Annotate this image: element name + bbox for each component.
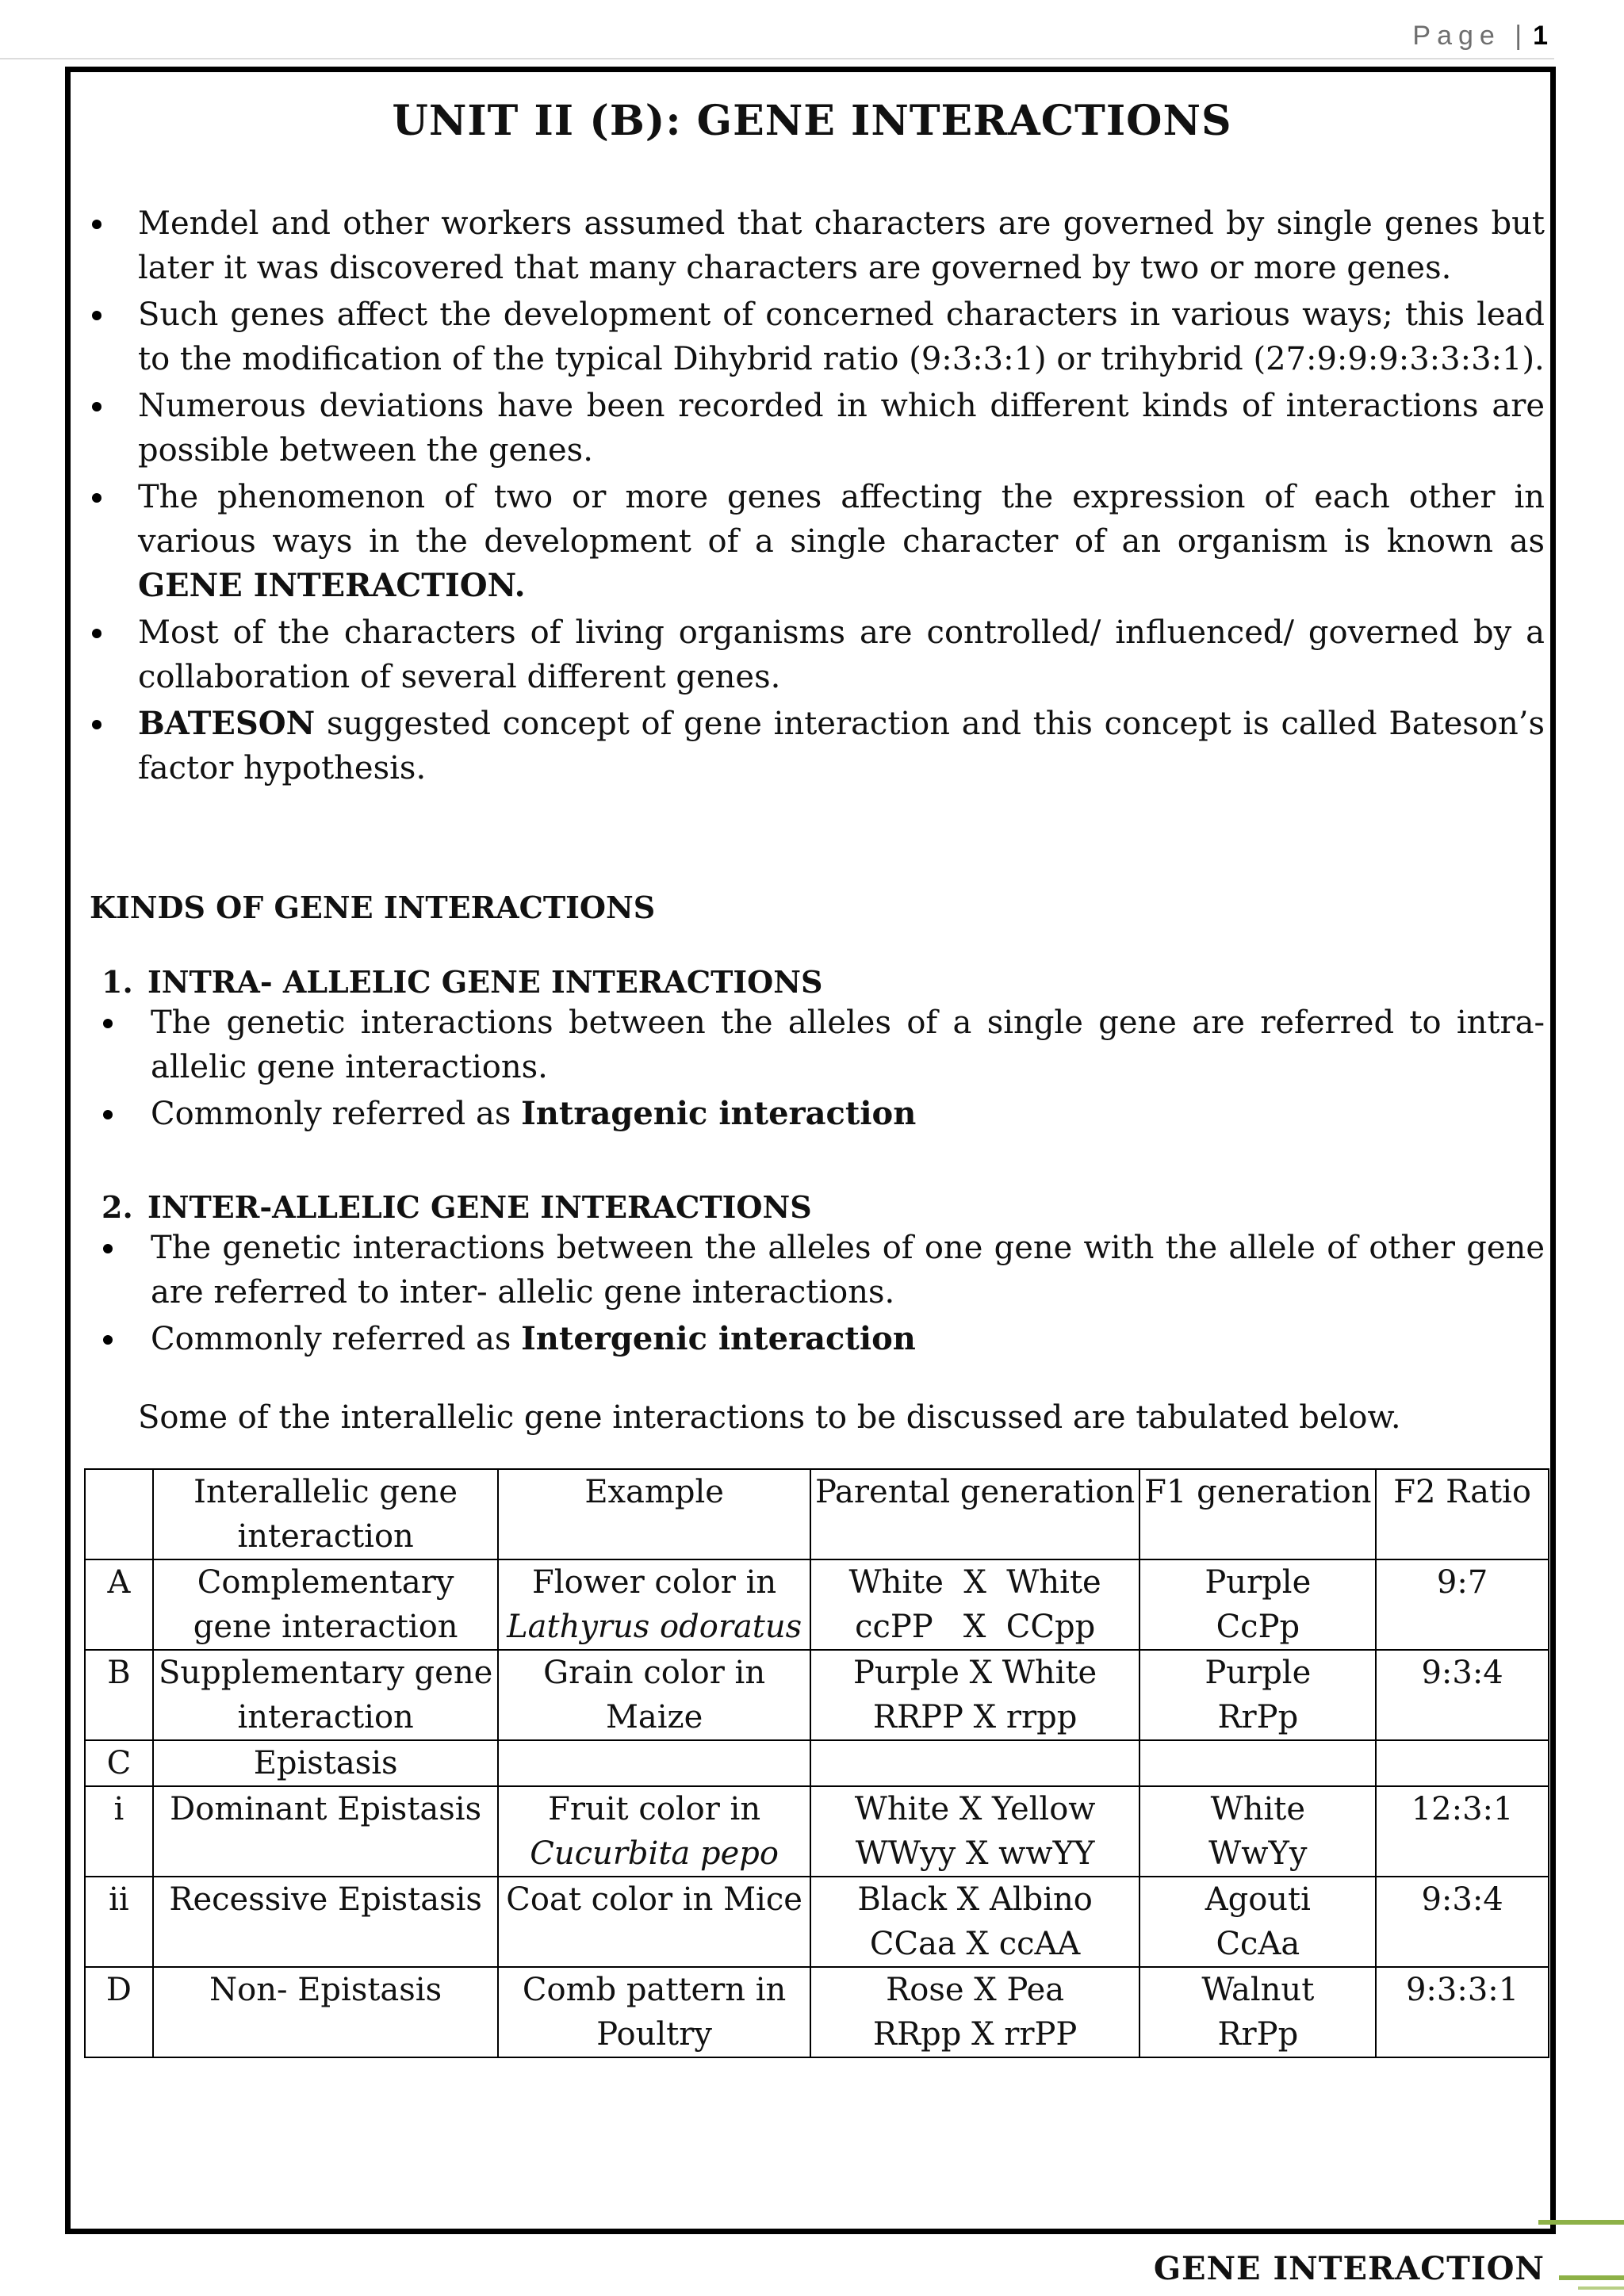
table-header-cell: Example xyxy=(498,1469,810,1559)
table-row xyxy=(85,1559,1549,1650)
table-header-cell: Interallelic gene interaction xyxy=(153,1469,499,1559)
section-1-heading: 1. INTRA- ALLELIC GENE INTERACTIONS xyxy=(102,964,823,1000)
f1-cell: Agouti CcAa xyxy=(1139,1877,1376,1967)
ratio-cell: 9:3:4 xyxy=(1376,1877,1549,1967)
intergenic-term: Intergenic interaction xyxy=(521,1320,916,1357)
parental-cell: Black X Albino CCaa X ccAA xyxy=(810,1877,1140,1967)
example-cell: Comb pattern in Poultry xyxy=(498,1967,810,2057)
ratio-cell xyxy=(1376,1740,1549,1786)
table-header-cell: F1 generation xyxy=(1139,1469,1376,1559)
example-cell: Grain color in Maize xyxy=(498,1650,810,1740)
gene-interaction-table xyxy=(84,1468,1549,2058)
interaction-cell: Non- Epistasis xyxy=(153,1967,499,2057)
section-1-bullet: Commonly referred as Intragenic interaction xyxy=(97,1092,1545,1136)
example-cell: Fruit color in Cucurbita pepo xyxy=(498,1786,810,1877)
bateson-term: BATESON xyxy=(138,705,316,742)
table-row xyxy=(85,1877,1549,1967)
parental-cell xyxy=(810,1740,1140,1786)
section-2-heading: 2. INTER-ALLELIC GENE INTERACTIONS xyxy=(102,1189,812,1225)
row-id: D xyxy=(85,1967,153,2057)
intro-bullet: Numerous deviations have been recorded in which different kinds of interactions are possible between the genes. xyxy=(84,384,1545,473)
section-1-bullet: The genetic interactions between the alleles of a single gene are referred to intra-allelic gene interactions. xyxy=(97,1001,1545,1089)
page-number-header xyxy=(1412,21,1548,52)
ratio-cell: 9:3:4 xyxy=(1376,1650,1549,1740)
interaction-cell: Epistasis xyxy=(153,1740,499,1786)
table-header-cell xyxy=(85,1469,153,1559)
table-row xyxy=(85,1786,1549,1877)
intro-bullet-list xyxy=(84,201,1545,793)
page-number: 1 xyxy=(1533,21,1548,51)
kinds-heading: KINDS OF GENE INTERACTIONS xyxy=(90,890,656,925)
table-header-row xyxy=(85,1469,1549,1559)
ratio-cell: 9:7 xyxy=(1376,1559,1549,1650)
parental-cell: White X White ccPP X CCpp xyxy=(810,1559,1140,1650)
gene-interaction-term: GENE INTERACTION. xyxy=(138,567,526,604)
footer-title: GENE INTERACTION xyxy=(1153,2250,1545,2287)
table-row xyxy=(85,1967,1549,2057)
page-label: Page | xyxy=(1412,21,1529,51)
row-id: A xyxy=(85,1559,153,1650)
row-id: i xyxy=(85,1786,153,1877)
parental-cell: Rose X Pea RRpp X rrPP xyxy=(810,1967,1140,2057)
footer-accent-bar xyxy=(1559,2275,1624,2280)
example-cell: Flower color in Lathyrus odoratus xyxy=(498,1559,810,1650)
interaction-cell: Recessive Epistasis xyxy=(153,1877,499,1967)
intro-bullet: Most of the characters of living organisms are controlled/ influenced/ governed by a collaboration of several different genes. xyxy=(84,610,1545,699)
f1-cell: Walnut RrPp xyxy=(1139,1967,1376,2057)
intro-bullet: Such genes affect the development of concerned characters in various ways; this lead to the modification of the typical Dihybrid ratio (9:3:3:1) or trihybrid (27:9:9:9:3:3:3:1). xyxy=(84,293,1545,381)
table-row xyxy=(85,1650,1549,1740)
row-id: ii xyxy=(85,1877,153,1967)
intro-bullet: BATESON suggested concept of gene interaction and this concept is called Bateson’s factor hypothesis. xyxy=(84,702,1545,790)
section-2-bullet: Commonly referred as Intergenic interaction xyxy=(97,1317,1545,1361)
section-1-bullets xyxy=(97,1001,1545,1138)
intro-bullet: The phenomenon of two or more genes affecting the expression of each other in various ways in the development of a single character of an organism is known as GENE INTERACTION. xyxy=(84,475,1545,608)
interaction-cell: Supplementary gene interaction xyxy=(153,1650,499,1740)
page-title: UNIT II (B): GENE INTERACTIONS xyxy=(392,97,1232,145)
footer-accent-bar xyxy=(1538,2220,1624,2225)
example-cell: Coat color in Mice xyxy=(498,1877,810,1967)
intro-bullet: Mendel and other workers assumed that characters are governed by single genes but later it was discovered that many characters are governed by two or more genes. xyxy=(84,201,1545,290)
example-cell xyxy=(498,1740,810,1786)
f1-cell xyxy=(1139,1740,1376,1786)
parental-cell: Purple X White RRPP X rrpp xyxy=(810,1650,1140,1740)
row-id: B xyxy=(85,1650,153,1740)
footer-accent-bar xyxy=(1578,2286,1624,2290)
intragenic-term: Intragenic interaction xyxy=(521,1095,917,1132)
interaction-cell: Dominant Epistasis xyxy=(153,1786,499,1877)
ratio-cell: 12:3:1 xyxy=(1376,1786,1549,1877)
section-2-bullets xyxy=(97,1226,1545,1364)
f1-cell: Purple RrPp xyxy=(1139,1650,1376,1740)
interaction-cell: Complementary gene interaction xyxy=(153,1559,499,1650)
table-header-cell: F2 Ratio xyxy=(1376,1469,1549,1559)
parental-cell: White X Yellow WWyy X wwYY xyxy=(810,1786,1140,1877)
f1-cell: Purple CcPp xyxy=(1139,1559,1376,1650)
section-2-bullet: The genetic interactions between the alleles of one gene with the allele of other gene are referred to inter- allelic gene interactions. xyxy=(97,1226,1545,1314)
row-id: C xyxy=(85,1740,153,1786)
header-divider xyxy=(0,58,1554,59)
table-intro: Some of the interallelic gene interactions to be discussed are tabulated below. xyxy=(138,1399,1401,1436)
table-header-cell: Parental generation xyxy=(810,1469,1140,1559)
ratio-cell: 9:3:3:1 xyxy=(1376,1967,1549,2057)
table-row xyxy=(85,1740,1549,1786)
f1-cell: White WwYy xyxy=(1139,1786,1376,1877)
